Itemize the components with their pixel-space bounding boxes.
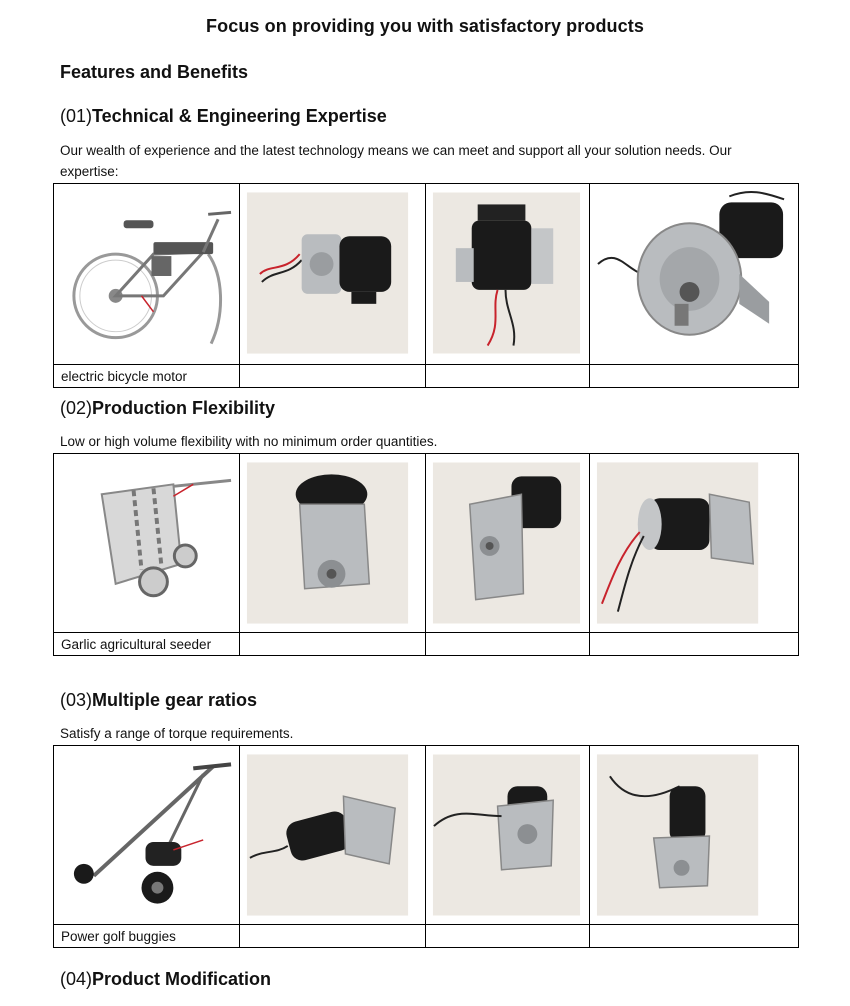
electric-bicycle-illustration bbox=[54, 184, 239, 364]
section-01-heading bbox=[60, 106, 387, 127]
motor-photo-gearbox-face bbox=[590, 184, 798, 364]
gallery-cell bbox=[426, 184, 590, 365]
section-01-description: Our wealth of experience and the latest technology means we can meet and support all your solution needs. Our expertise: bbox=[60, 143, 732, 179]
page-title: Focus on providing you with satisfactory products bbox=[206, 16, 644, 36]
gallery-caption: Garlic agricultural seeder bbox=[54, 633, 240, 656]
motor-photo-side bbox=[240, 184, 425, 364]
section-03-heading bbox=[60, 690, 257, 711]
motor-photo-upright bbox=[426, 184, 589, 364]
gallery-cell bbox=[426, 746, 590, 925]
gallery-caption-empty bbox=[590, 633, 799, 656]
section-04-heading bbox=[60, 969, 271, 990]
gear-motor-photo-front bbox=[240, 454, 425, 632]
section-01-gallery bbox=[53, 183, 799, 388]
section-02-gallery bbox=[53, 453, 799, 656]
gallery-caption-empty bbox=[240, 633, 426, 656]
gallery-caption-empty bbox=[240, 925, 426, 948]
section-03-gallery bbox=[53, 745, 799, 948]
gear-motor-photo-angle bbox=[426, 454, 589, 632]
section-number: (03) bbox=[60, 690, 93, 710]
gallery-caption-empty bbox=[426, 633, 590, 656]
features-heading: Features and Benefits bbox=[60, 62, 249, 82]
gallery-caption-empty bbox=[426, 365, 590, 388]
golf-buggy-illustration bbox=[54, 746, 239, 924]
section-number: (02) bbox=[60, 398, 93, 418]
section-name: Product Modification bbox=[92, 969, 272, 989]
gallery-caption-empty bbox=[590, 925, 799, 948]
section-name: Technical & Engineering Expertise bbox=[92, 106, 387, 126]
section-03-description: Satisfy a range of torque requirements. bbox=[60, 726, 294, 741]
gallery-caption: electric bicycle motor bbox=[54, 365, 240, 388]
gallery-cell bbox=[240, 454, 426, 633]
gallery-cell bbox=[54, 746, 240, 925]
gallery-caption-empty bbox=[240, 365, 426, 388]
gear-motor-photo-wires bbox=[590, 454, 798, 632]
motor-photo-shaft bbox=[426, 746, 589, 924]
gallery-cell bbox=[54, 184, 240, 365]
gallery-caption: Power golf buggies bbox=[54, 925, 240, 948]
motor-photo-upright-cable bbox=[590, 746, 798, 924]
section-name: Multiple gear ratios bbox=[92, 690, 258, 710]
gallery-cell bbox=[426, 454, 590, 633]
gallery-cell bbox=[54, 454, 240, 633]
gallery-cell bbox=[590, 746, 799, 925]
gallery-caption-empty bbox=[590, 365, 799, 388]
section-02-description: Low or high volume flexibility with no minimum order quantities. bbox=[60, 434, 438, 449]
section-name: Production Flexibility bbox=[92, 398, 276, 418]
gallery-caption-empty bbox=[426, 925, 590, 948]
gallery-cell bbox=[240, 746, 426, 925]
section-number: (01) bbox=[60, 106, 93, 126]
motor-photo-flat bbox=[240, 746, 425, 924]
gallery-cell bbox=[590, 454, 799, 633]
garlic-seeder-illustration bbox=[54, 454, 239, 632]
gallery-cell bbox=[590, 184, 799, 365]
section-number: (04) bbox=[60, 969, 93, 989]
section-02-heading bbox=[60, 398, 275, 419]
gallery-cell bbox=[240, 184, 426, 365]
